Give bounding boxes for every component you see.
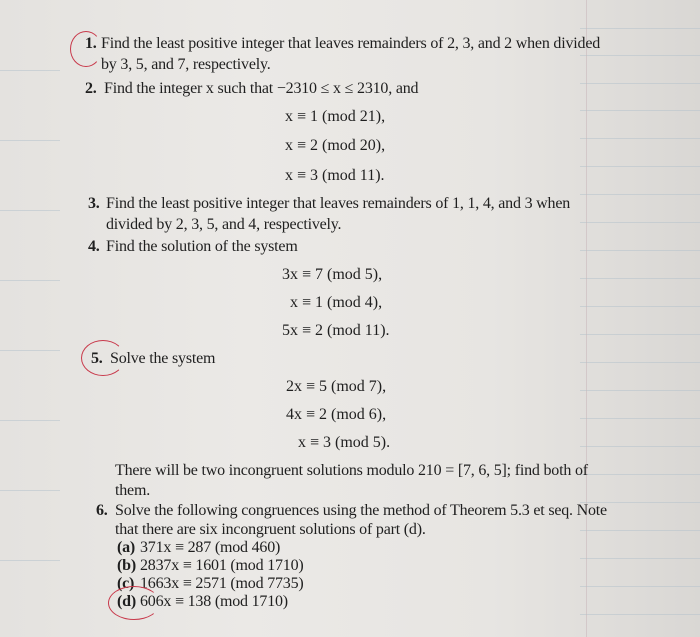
problem-5-eq-1: 2x ≡ 5 (mod 7),	[286, 378, 387, 395]
problem-4-number: 4.	[88, 238, 100, 255]
problem-2-eq-3: x ≡ 3 (mod 11).	[285, 167, 385, 184]
problem-6d-annotation-circle	[108, 586, 160, 620]
problem-1-text-line2: by 3, 5, and 7, respectively.	[101, 56, 271, 73]
problem-6c-label: (c)	[117, 575, 135, 592]
problem-1-number: 1.	[85, 35, 97, 52]
problem-5-note-line2: them.	[115, 482, 150, 499]
problem-6d-label: (d)	[117, 593, 136, 610]
problem-6a-label: (a)	[117, 539, 136, 556]
problem-6a-text: 371x ≡ 287 (mod 460)	[140, 539, 281, 556]
problem-3-number: 3.	[88, 195, 100, 212]
problem-6b-label: (b)	[117, 557, 136, 574]
problem-5-text: Solve the system	[110, 350, 216, 367]
problem-2-eq-1: x ≡ 1 (mod 21),	[285, 108, 386, 125]
problem-3-text-line2: divided by 2, 3, 5, and 4, respectively.	[106, 216, 342, 233]
problem-4-eq-3: 5x ≡ 2 (mod 11).	[282, 322, 390, 339]
problem-5-annotation-circle	[81, 340, 125, 376]
problem-4-text: Find the solution of the system	[106, 238, 298, 255]
problem-2-text: Find the integer x such that −2310 ≤ x ≤ 2310, and	[104, 80, 419, 97]
problem-2-number: 2.	[85, 80, 97, 97]
problem-6-text-line2: that there are six incongruent solutions of part (d).	[115, 521, 426, 538]
problem-1-annotation-circle	[70, 31, 102, 67]
problem-4-eq-2: x ≡ 1 (mod 4),	[290, 294, 383, 311]
problem-2-eq-2: x ≡ 2 (mod 20),	[285, 137, 386, 154]
problem-5-number: 5.	[91, 350, 103, 367]
problem-4-eq-1: 3x ≡ 7 (mod 5),	[282, 266, 383, 283]
problem-5-eq-3: x ≡ 3 (mod 5).	[298, 434, 391, 451]
problem-6-text-line1: Solve the following congruences using the method of Theorem 5.3 et seq. Note	[115, 502, 607, 519]
problem-3-text-line1: Find the least positive integer that leaves remainders of 1, 1, 4, and 3 when	[106, 195, 571, 212]
problem-6c-text: 1663x ≡ 2571 (mod 7735)	[140, 575, 304, 592]
problem-1-text-line1: Find the least positive integer that leaves remainders of 2, 3, and 2 when divided	[101, 35, 601, 52]
problem-6d-text: 606x ≡ 138 (mod 1710)	[140, 593, 288, 610]
problem-6b-text: 2837x ≡ 1601 (mod 1710)	[140, 557, 304, 574]
problem-6-number: 6.	[96, 502, 108, 519]
problem-5-note-line1: There will be two incongruent solutions modulo 210 = [7, 6, 5]; find both of	[115, 462, 588, 479]
problem-5-eq-2: 4x ≡ 2 (mod 6),	[286, 406, 387, 423]
